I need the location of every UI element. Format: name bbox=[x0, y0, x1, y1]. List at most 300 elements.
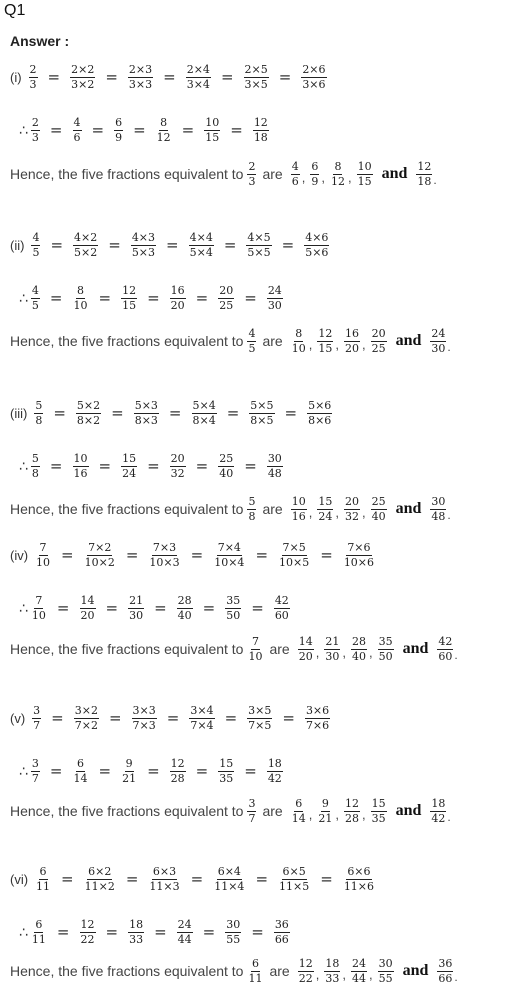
fraction bbox=[31, 232, 40, 259]
result-row bbox=[10, 754, 283, 788]
fraction-denominator: 11×2 bbox=[84, 879, 115, 893]
fraction-numerator: 7×5 bbox=[282, 540, 306, 554]
fraction-numerator: 12 bbox=[170, 756, 185, 770]
fraction-numerator: 5 bbox=[248, 494, 256, 508]
fraction bbox=[73, 117, 82, 144]
fraction-denominator: 7×5 bbox=[248, 718, 272, 732]
fraction-denominator: 11×6 bbox=[343, 879, 375, 893]
result-row bbox=[10, 915, 290, 949]
fraction-denominator: 15 bbox=[318, 341, 333, 355]
equals-sign: = bbox=[147, 762, 160, 780]
fraction bbox=[132, 705, 157, 732]
fraction bbox=[317, 328, 333, 355]
fraction-denominator: 3×5 bbox=[244, 77, 268, 91]
fraction bbox=[378, 636, 394, 663]
fraction-numerator: 15 bbox=[219, 756, 234, 770]
fraction bbox=[291, 328, 307, 355]
are-text: are bbox=[262, 333, 283, 349]
fraction-numerator: 7×6 bbox=[347, 540, 371, 554]
fraction-numerator: 4×4 bbox=[189, 230, 213, 244]
equals-sign: = bbox=[202, 599, 216, 617]
fraction bbox=[310, 161, 319, 188]
fraction-numerator: 28 bbox=[177, 593, 192, 607]
comma: , bbox=[342, 967, 346, 982]
fraction-denominator: 20 bbox=[80, 608, 95, 622]
product-row bbox=[10, 862, 375, 896]
comma: , bbox=[335, 337, 339, 352]
and-text: and bbox=[381, 165, 408, 182]
fraction-denominator: 3×6 bbox=[302, 77, 326, 91]
fraction bbox=[291, 496, 307, 523]
fraction-numerator: 2 bbox=[29, 62, 37, 76]
fraction bbox=[177, 595, 193, 622]
fraction bbox=[330, 161, 346, 188]
result-row bbox=[10, 591, 290, 625]
fraction bbox=[244, 64, 269, 91]
fraction-denominator: 14 bbox=[291, 811, 306, 825]
fraction-numerator: 15 bbox=[318, 494, 333, 508]
result-row bbox=[10, 113, 269, 147]
fraction-denominator: 10 bbox=[73, 298, 88, 312]
fraction-denominator: 14 bbox=[73, 771, 88, 785]
equals-sign: = bbox=[61, 870, 74, 888]
fraction-numerator: 6×3 bbox=[152, 864, 177, 878]
fraction-denominator: 15 bbox=[205, 130, 220, 144]
fraction bbox=[291, 161, 300, 188]
fraction-numerator: 16 bbox=[344, 326, 359, 340]
fraction bbox=[317, 496, 333, 523]
comma: , bbox=[321, 170, 325, 185]
answer-heading: Answer : bbox=[10, 33, 70, 49]
fraction bbox=[170, 453, 186, 480]
fraction-denominator: 11 bbox=[36, 879, 51, 893]
part-label: (v) bbox=[10, 710, 26, 726]
equals-sign: = bbox=[190, 870, 204, 888]
equals-sign: = bbox=[111, 404, 124, 422]
equals-sign: = bbox=[125, 870, 139, 888]
question-number: Q1 bbox=[4, 2, 26, 19]
fraction-numerator: 24 bbox=[351, 956, 366, 970]
fraction-denominator: 48 bbox=[431, 509, 446, 523]
fraction-numerator: 18 bbox=[431, 796, 446, 810]
fraction-denominator: 28 bbox=[170, 771, 185, 785]
equals-sign: = bbox=[244, 289, 257, 307]
fraction bbox=[416, 161, 432, 188]
fraction bbox=[317, 798, 333, 825]
fraction-numerator: 8 bbox=[160, 115, 168, 129]
fraction bbox=[192, 400, 217, 427]
fraction-numerator: 6 bbox=[35, 917, 43, 931]
fraction-denominator: 16 bbox=[291, 509, 306, 523]
comma: , bbox=[315, 967, 320, 982]
fraction-numerator: 6 bbox=[77, 756, 84, 770]
fraction-denominator: 18 bbox=[417, 174, 432, 188]
fraction bbox=[371, 496, 387, 523]
fraction bbox=[134, 400, 159, 427]
fraction-denominator: 12 bbox=[156, 130, 171, 144]
fraction-denominator: 8 bbox=[31, 466, 39, 480]
fraction-numerator: 2×6 bbox=[302, 62, 326, 76]
fraction-numerator: 18 bbox=[129, 917, 144, 931]
hence-text: Hence, the five fractions equivalent to bbox=[10, 501, 244, 517]
equals-sign: = bbox=[244, 457, 257, 475]
equals-sign: = bbox=[251, 599, 264, 617]
equals-sign: = bbox=[251, 923, 264, 941]
equals-sign: = bbox=[51, 709, 64, 727]
hence-text: Hence, the five fractions equivalent to bbox=[10, 803, 244, 819]
equals-sign: = bbox=[163, 68, 176, 86]
fraction-denominator: 33 bbox=[129, 932, 144, 946]
equals-sign: = bbox=[226, 404, 240, 422]
fraction bbox=[76, 400, 101, 427]
fraction bbox=[128, 919, 144, 946]
equals-sign: = bbox=[202, 923, 216, 941]
fraction bbox=[371, 798, 387, 825]
fraction-numerator: 4×5 bbox=[247, 230, 271, 244]
fraction-numerator: 12 bbox=[253, 115, 268, 129]
fraction-denominator: 7 bbox=[248, 811, 256, 825]
fraction-denominator: 18 bbox=[253, 130, 268, 144]
fraction bbox=[324, 958, 340, 985]
fraction-numerator: 3 bbox=[31, 756, 39, 770]
fraction bbox=[31, 117, 40, 144]
fraction-denominator: 10×2 bbox=[84, 555, 115, 569]
fraction bbox=[225, 595, 241, 622]
equals-sign: = bbox=[49, 762, 63, 780]
fraction bbox=[430, 496, 446, 523]
fraction-denominator: 42 bbox=[431, 811, 446, 825]
equals-sign: = bbox=[195, 762, 209, 780]
fraction bbox=[73, 232, 98, 259]
fraction-numerator: 36 bbox=[438, 956, 453, 970]
fraction-numerator: 5 bbox=[31, 451, 39, 465]
comma: , bbox=[308, 337, 313, 352]
fraction-denominator: 5 bbox=[31, 298, 39, 312]
fraction-denominator: 30 bbox=[129, 608, 144, 622]
fraction bbox=[31, 595, 47, 622]
therefore-symbol: ∴ bbox=[19, 923, 28, 940]
fraction-denominator: 20 bbox=[298, 649, 313, 663]
fraction-denominator: 15 bbox=[357, 174, 372, 188]
product-row bbox=[10, 60, 327, 94]
fraction-numerator: 4 bbox=[73, 115, 81, 129]
fraction-numerator: 7 bbox=[251, 634, 259, 648]
fraction-numerator: 35 bbox=[378, 634, 393, 648]
fraction-denominator: 9 bbox=[115, 130, 123, 144]
fraction-denominator: 7 bbox=[33, 718, 41, 732]
product-row bbox=[10, 228, 329, 262]
equals-sign: = bbox=[255, 546, 269, 564]
equals-sign: = bbox=[105, 68, 118, 86]
fraction bbox=[351, 636, 367, 663]
fraction-numerator: 30 bbox=[267, 451, 282, 465]
fraction-denominator: 10 bbox=[291, 341, 306, 355]
and-text: and bbox=[402, 640, 429, 657]
fraction-denominator: 5×2 bbox=[74, 245, 98, 259]
fraction-denominator: 60 bbox=[438, 649, 453, 663]
fraction-numerator: 21 bbox=[325, 634, 340, 648]
fraction-denominator: 35 bbox=[219, 771, 234, 785]
fraction bbox=[148, 866, 180, 893]
equals-sign: = bbox=[105, 599, 119, 617]
fraction-numerator: 6 bbox=[115, 115, 123, 129]
conclusion-line bbox=[10, 632, 458, 666]
fraction-denominator: 11×4 bbox=[214, 879, 245, 893]
fraction-numerator: 7 bbox=[39, 540, 47, 554]
fraction-numerator: 10 bbox=[73, 451, 88, 465]
equals-sign: = bbox=[53, 404, 66, 422]
equals-sign: = bbox=[108, 236, 121, 254]
fraction-numerator: 12 bbox=[298, 956, 313, 970]
fraction-denominator: 3 bbox=[31, 130, 39, 144]
comma: , bbox=[361, 505, 366, 520]
fraction-denominator: 10×4 bbox=[214, 555, 245, 569]
fraction-numerator: 9 bbox=[321, 796, 329, 810]
fraction-denominator: 6 bbox=[291, 174, 299, 188]
fraction-denominator: 8×4 bbox=[192, 413, 216, 427]
therefore-symbol: ∴ bbox=[19, 121, 28, 138]
fraction-denominator: 24 bbox=[122, 466, 137, 480]
are-text: are bbox=[262, 803, 283, 819]
equals-sign: = bbox=[49, 121, 63, 139]
period: . bbox=[447, 340, 451, 354]
fraction bbox=[31, 453, 40, 480]
therefore-symbol: ∴ bbox=[19, 762, 28, 779]
comma: , bbox=[361, 337, 366, 352]
equals-sign: = bbox=[91, 121, 105, 139]
part-label: (i) bbox=[10, 69, 22, 85]
fraction bbox=[204, 117, 220, 144]
equals-sign: = bbox=[284, 404, 298, 422]
fraction bbox=[218, 758, 234, 785]
fraction-numerator: 25 bbox=[219, 451, 234, 465]
fraction-denominator: 32 bbox=[170, 466, 185, 480]
fraction bbox=[371, 328, 387, 355]
comma: , bbox=[368, 967, 373, 982]
fraction-numerator: 4×3 bbox=[131, 230, 156, 244]
fraction-numerator: 4×2 bbox=[74, 230, 98, 244]
fraction bbox=[189, 705, 214, 732]
conclusion-line bbox=[10, 324, 451, 358]
fraction-denominator: 3×4 bbox=[186, 77, 210, 91]
fraction-denominator: 7 bbox=[31, 771, 39, 785]
fraction-denominator: 33 bbox=[325, 971, 340, 985]
fraction-denominator: 66 bbox=[438, 971, 453, 985]
fraction bbox=[156, 117, 172, 144]
equals-sign: = bbox=[181, 121, 195, 139]
fraction-numerator: 10 bbox=[357, 159, 372, 173]
conclusion-line bbox=[10, 794, 451, 828]
fraction bbox=[74, 705, 99, 732]
fraction-numerator: 30 bbox=[226, 917, 241, 931]
period: . bbox=[433, 173, 437, 187]
fraction-denominator: 22 bbox=[298, 971, 313, 985]
comma: , bbox=[315, 645, 320, 660]
and-text: and bbox=[395, 802, 422, 819]
fraction-numerator: 35 bbox=[226, 593, 241, 607]
fraction bbox=[304, 232, 329, 259]
fraction-numerator: 14 bbox=[80, 593, 95, 607]
fraction bbox=[121, 758, 137, 785]
fraction-numerator: 12 bbox=[417, 159, 432, 173]
equals-sign: = bbox=[47, 68, 61, 86]
fraction-denominator: 8 bbox=[248, 509, 256, 523]
fraction-denominator: 66 bbox=[274, 932, 289, 946]
are-text: are bbox=[262, 501, 283, 517]
fraction bbox=[247, 705, 272, 732]
fraction bbox=[29, 64, 38, 91]
fraction-denominator: 6 bbox=[73, 130, 81, 144]
fraction-denominator: 42 bbox=[267, 771, 282, 785]
fraction-denominator: 55 bbox=[226, 932, 241, 946]
fraction bbox=[247, 328, 256, 355]
fraction-denominator: 9 bbox=[311, 174, 319, 188]
fraction bbox=[73, 453, 89, 480]
fraction bbox=[324, 636, 340, 663]
fraction bbox=[34, 400, 43, 427]
fraction bbox=[213, 866, 245, 893]
fraction bbox=[278, 542, 310, 569]
equals-sign: = bbox=[98, 289, 112, 307]
fraction-numerator: 2×2 bbox=[71, 62, 95, 76]
hence-text: Hence, the five fractions equivalent to bbox=[10, 166, 244, 182]
fraction-numerator: 3×4 bbox=[190, 703, 214, 717]
fraction-numerator: 5 bbox=[35, 398, 43, 412]
fraction bbox=[31, 919, 47, 946]
equals-sign: = bbox=[166, 236, 179, 254]
fraction-denominator: 5×6 bbox=[305, 245, 329, 259]
comma: , bbox=[335, 505, 339, 520]
fraction-numerator: 9 bbox=[125, 756, 133, 770]
fraction bbox=[225, 919, 241, 946]
equals-sign: = bbox=[320, 870, 333, 888]
fraction-denominator: 48 bbox=[267, 466, 282, 480]
equals-sign: = bbox=[49, 457, 63, 475]
equals-sign: = bbox=[147, 289, 160, 307]
equals-sign: = bbox=[278, 68, 292, 86]
fraction-denominator: 8×5 bbox=[250, 413, 274, 427]
fraction-denominator: 5 bbox=[248, 341, 256, 355]
fraction bbox=[344, 798, 360, 825]
fraction-denominator: 7×6 bbox=[305, 718, 330, 732]
fraction-numerator: 14 bbox=[298, 634, 313, 648]
fraction-numerator: 2×4 bbox=[186, 62, 210, 76]
fraction-denominator: 25 bbox=[371, 341, 386, 355]
fraction-denominator: 15 bbox=[122, 298, 137, 312]
fraction-numerator: 12 bbox=[344, 796, 359, 810]
fraction bbox=[249, 400, 274, 427]
fraction bbox=[298, 636, 314, 663]
fraction-numerator: 10 bbox=[205, 115, 220, 129]
equals-sign: = bbox=[230, 121, 243, 139]
fraction-numerator: 10 bbox=[291, 494, 306, 508]
fraction-numerator: 21 bbox=[129, 593, 144, 607]
fraction-denominator: 30 bbox=[325, 649, 340, 663]
fraction-denominator: 55 bbox=[378, 971, 393, 985]
fraction-numerator: 28 bbox=[351, 634, 366, 648]
fraction-denominator: 11×5 bbox=[279, 879, 310, 893]
fraction-numerator: 6×2 bbox=[88, 864, 112, 878]
fraction-numerator: 3×2 bbox=[74, 703, 98, 717]
fraction-numerator: 7×2 bbox=[88, 540, 112, 554]
fraction bbox=[253, 117, 269, 144]
fraction-numerator: 3×5 bbox=[248, 703, 272, 717]
fraction bbox=[247, 161, 256, 188]
fraction-denominator: 20 bbox=[170, 298, 185, 312]
result-row bbox=[10, 449, 283, 483]
equals-sign: = bbox=[255, 870, 269, 888]
fraction-numerator: 2 bbox=[248, 159, 256, 173]
fraction-numerator: 42 bbox=[274, 593, 289, 607]
product-row bbox=[10, 396, 332, 430]
fraction-denominator: 12 bbox=[330, 174, 345, 188]
fraction-denominator: 5 bbox=[32, 245, 40, 259]
fraction bbox=[430, 328, 446, 355]
comma: , bbox=[347, 170, 352, 185]
comma: , bbox=[361, 807, 366, 822]
fraction bbox=[351, 958, 367, 985]
fraction-denominator: 3×3 bbox=[128, 77, 153, 91]
fraction-denominator: 10 bbox=[248, 649, 263, 663]
fraction bbox=[305, 705, 330, 732]
fraction-numerator: 2 bbox=[31, 115, 39, 129]
fraction-numerator: 24 bbox=[267, 283, 282, 297]
comma: , bbox=[335, 807, 339, 822]
and-text: and bbox=[402, 962, 429, 979]
fraction-numerator: 8 bbox=[77, 283, 84, 297]
fraction-numerator: 12 bbox=[80, 917, 95, 931]
period: . bbox=[454, 970, 458, 984]
therefore-symbol: ∴ bbox=[19, 599, 28, 616]
fraction-denominator: 40 bbox=[219, 466, 234, 480]
fraction bbox=[301, 64, 326, 91]
fraction-denominator: 25 bbox=[219, 298, 234, 312]
fraction-denominator: 3 bbox=[248, 174, 256, 188]
fraction-numerator: 3 bbox=[33, 703, 41, 717]
fraction bbox=[430, 798, 446, 825]
fraction bbox=[274, 595, 290, 622]
are-text: are bbox=[269, 963, 290, 979]
fraction bbox=[128, 595, 144, 622]
fraction bbox=[344, 496, 360, 523]
fraction-numerator: 6×4 bbox=[217, 864, 241, 878]
fraction-numerator: 24 bbox=[431, 326, 446, 340]
equals-sign: = bbox=[166, 709, 180, 727]
part-label: (ii) bbox=[10, 237, 25, 253]
fraction-numerator: 20 bbox=[344, 494, 359, 508]
fraction bbox=[70, 64, 95, 91]
fraction-denominator: 5×5 bbox=[247, 245, 271, 259]
part-label: (iv) bbox=[10, 547, 29, 563]
and-text: and bbox=[395, 500, 422, 517]
equals-sign: = bbox=[105, 923, 119, 941]
fraction bbox=[291, 798, 307, 825]
fraction-denominator: 5×3 bbox=[131, 245, 156, 259]
fraction-numerator: 20 bbox=[371, 326, 386, 340]
fraction-denominator: 7×2 bbox=[74, 718, 98, 732]
fraction-numerator: 6 bbox=[39, 864, 47, 878]
fraction-numerator: 8 bbox=[334, 159, 342, 173]
equals-sign: = bbox=[108, 709, 122, 727]
fraction-numerator: 30 bbox=[431, 494, 446, 508]
fraction bbox=[131, 232, 156, 259]
fraction-numerator: 3 bbox=[248, 796, 256, 810]
fraction-numerator: 4 bbox=[291, 159, 299, 173]
equals-sign: = bbox=[98, 762, 112, 780]
equals-sign: = bbox=[125, 546, 139, 564]
fraction bbox=[344, 328, 360, 355]
fraction bbox=[170, 285, 186, 312]
